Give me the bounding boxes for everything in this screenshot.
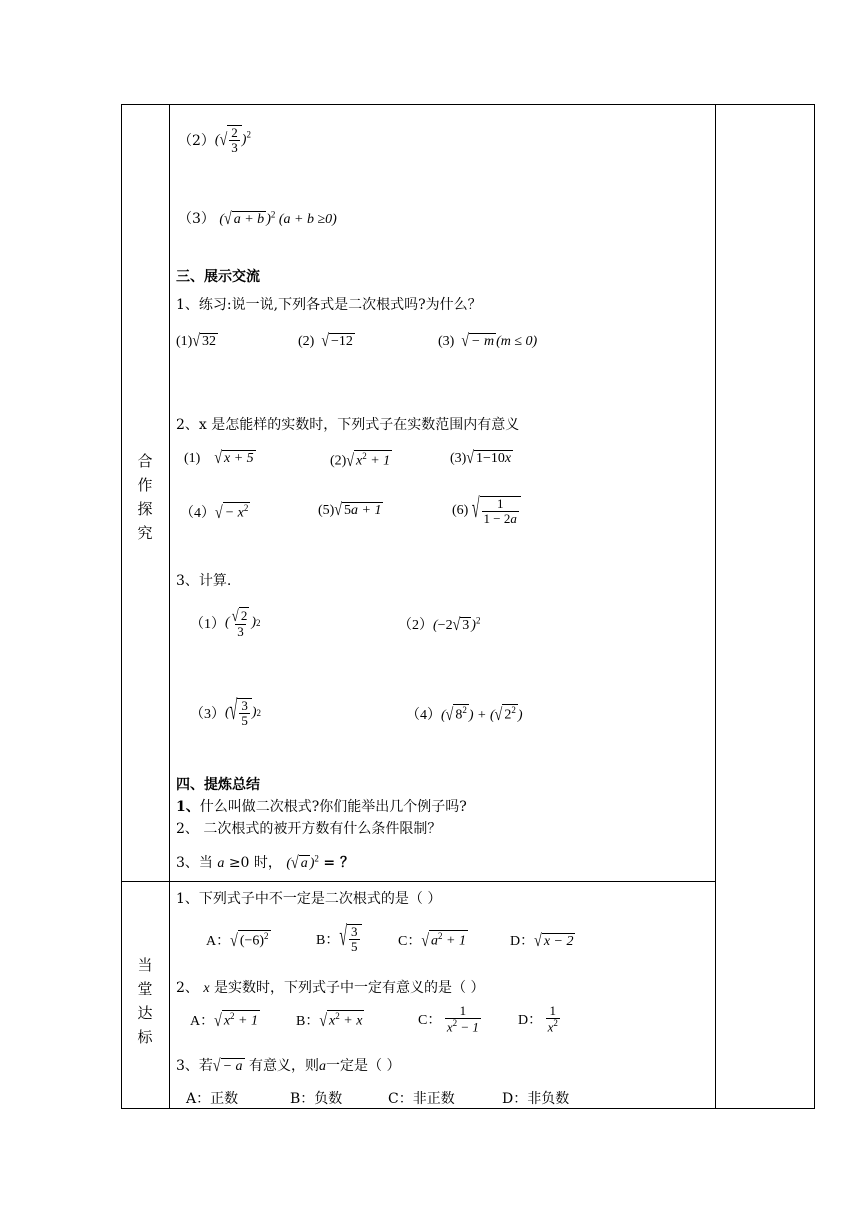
table-col-divider-1 [169,104,170,1109]
practice-q1: 1、下列式子中不一定是二次根式的是（ ） [176,891,442,907]
practice-q3-opt-c: C：非正数 [388,1091,455,1107]
practice-q2-opt-b: B：√ $x^2 + x$ [296,1011,363,1031]
top-item-3: （3） (√ a + b )$^2$ (a + b ≥0) [178,209,337,229]
part3-q2: 2、x 是怎能样的实数时，下列式子在实数范围内有意义 [176,417,520,433]
q2-item-5: (5)√ 5a + 1 [318,501,382,520]
table-border-top [121,104,815,105]
table-col-divider-2 [715,104,716,1109]
q3-item-1: （1） ( $\frac{√ 2}{3}$ ) 2 [190,606,261,639]
part4-s3: 3、当 a ≥0 时， (√ a )$^2$ = ？ [176,853,354,873]
part3-q1: 1、练习:说一说,下列各式是二次根式吗?为什么？ [176,297,482,313]
part4-title: 四、提炼总结 [176,777,260,793]
practice-q3-opt-d: D：非负数 [502,1091,570,1107]
practice-q1-opt-c: C：√ $a^2 + 1$ [398,931,466,951]
q2-item-4: $(4)√ - x^2$ [180,503,249,523]
practice-q1-opt-d: D：√ x − 2 [510,932,574,951]
q1-item-3: (3) √ − m (m ≤ 0) [438,332,538,351]
q1-item-1: (1)√ 32 [176,332,217,351]
practice-q3-opt-b: B：负数 [290,1091,343,1107]
table-divider-row [121,881,715,882]
practice-q2: 2、 x 是实数时，下列式子中一定有意义的是（ ） [176,980,485,996]
q2-item-1: (1) √ x + 5 [184,449,254,468]
practice-q1-opt-b: B： √ $\frac{3}{5}$ [316,916,362,962]
part4-s1: 1、什么叫做二次根式?你们能举出几个例子吗? [176,799,467,815]
q2-item-3: (3)√ 1−10x [450,449,512,468]
part4-s2: 2、 二次根式的被开方数有什么条件限制？ [176,821,442,837]
practice-q3-opt-a: A：正数 [186,1091,239,1107]
section-label-cooperate: 合 作 探 究 [137,452,153,542]
q3-item-4: （4）(√ $8^2$ ) + (√ $2^2$ ) [406,705,523,725]
top-item-2: （2） (√ $\frac{2}{3}$ )$^2$ [178,125,251,155]
practice-q3: 3、若√ − a 有意义，则a一定是（ ） [176,1057,401,1076]
q2-item-2: (2)√ $x^2 + 1$ [330,451,391,471]
q3-item-3: （3） ( √ $\frac{3}{5}$ ) 2 [190,697,262,728]
practice-q2-opt-a: A：√ $x^2 + 1$ [190,1011,258,1031]
practice-q2-opt-c: C： $\frac{1}{x^2 - 1}$ [418,1003,479,1035]
part3-title: 三、展示交流 [176,269,260,285]
q1-item-2: (2) √ −12 [298,332,353,351]
q2-item-6: (6) √ $\frac{1}{1 - 2a}$ [452,488,521,534]
q3-item-2: （2）(−2√ 3 )$^2$ [398,615,481,635]
table-border-bottom [121,1108,815,1109]
part3-q3: 3、计算. [176,573,232,589]
section-label-classroom: 当 堂 达 标 [137,956,153,1046]
practice-q2-opt-d: D： $\frac{1}{x^2}$ [518,1003,558,1035]
table-border-right [814,104,815,1109]
practice-q1-opt-a: A：√ $(-6)^2$ [206,931,269,951]
